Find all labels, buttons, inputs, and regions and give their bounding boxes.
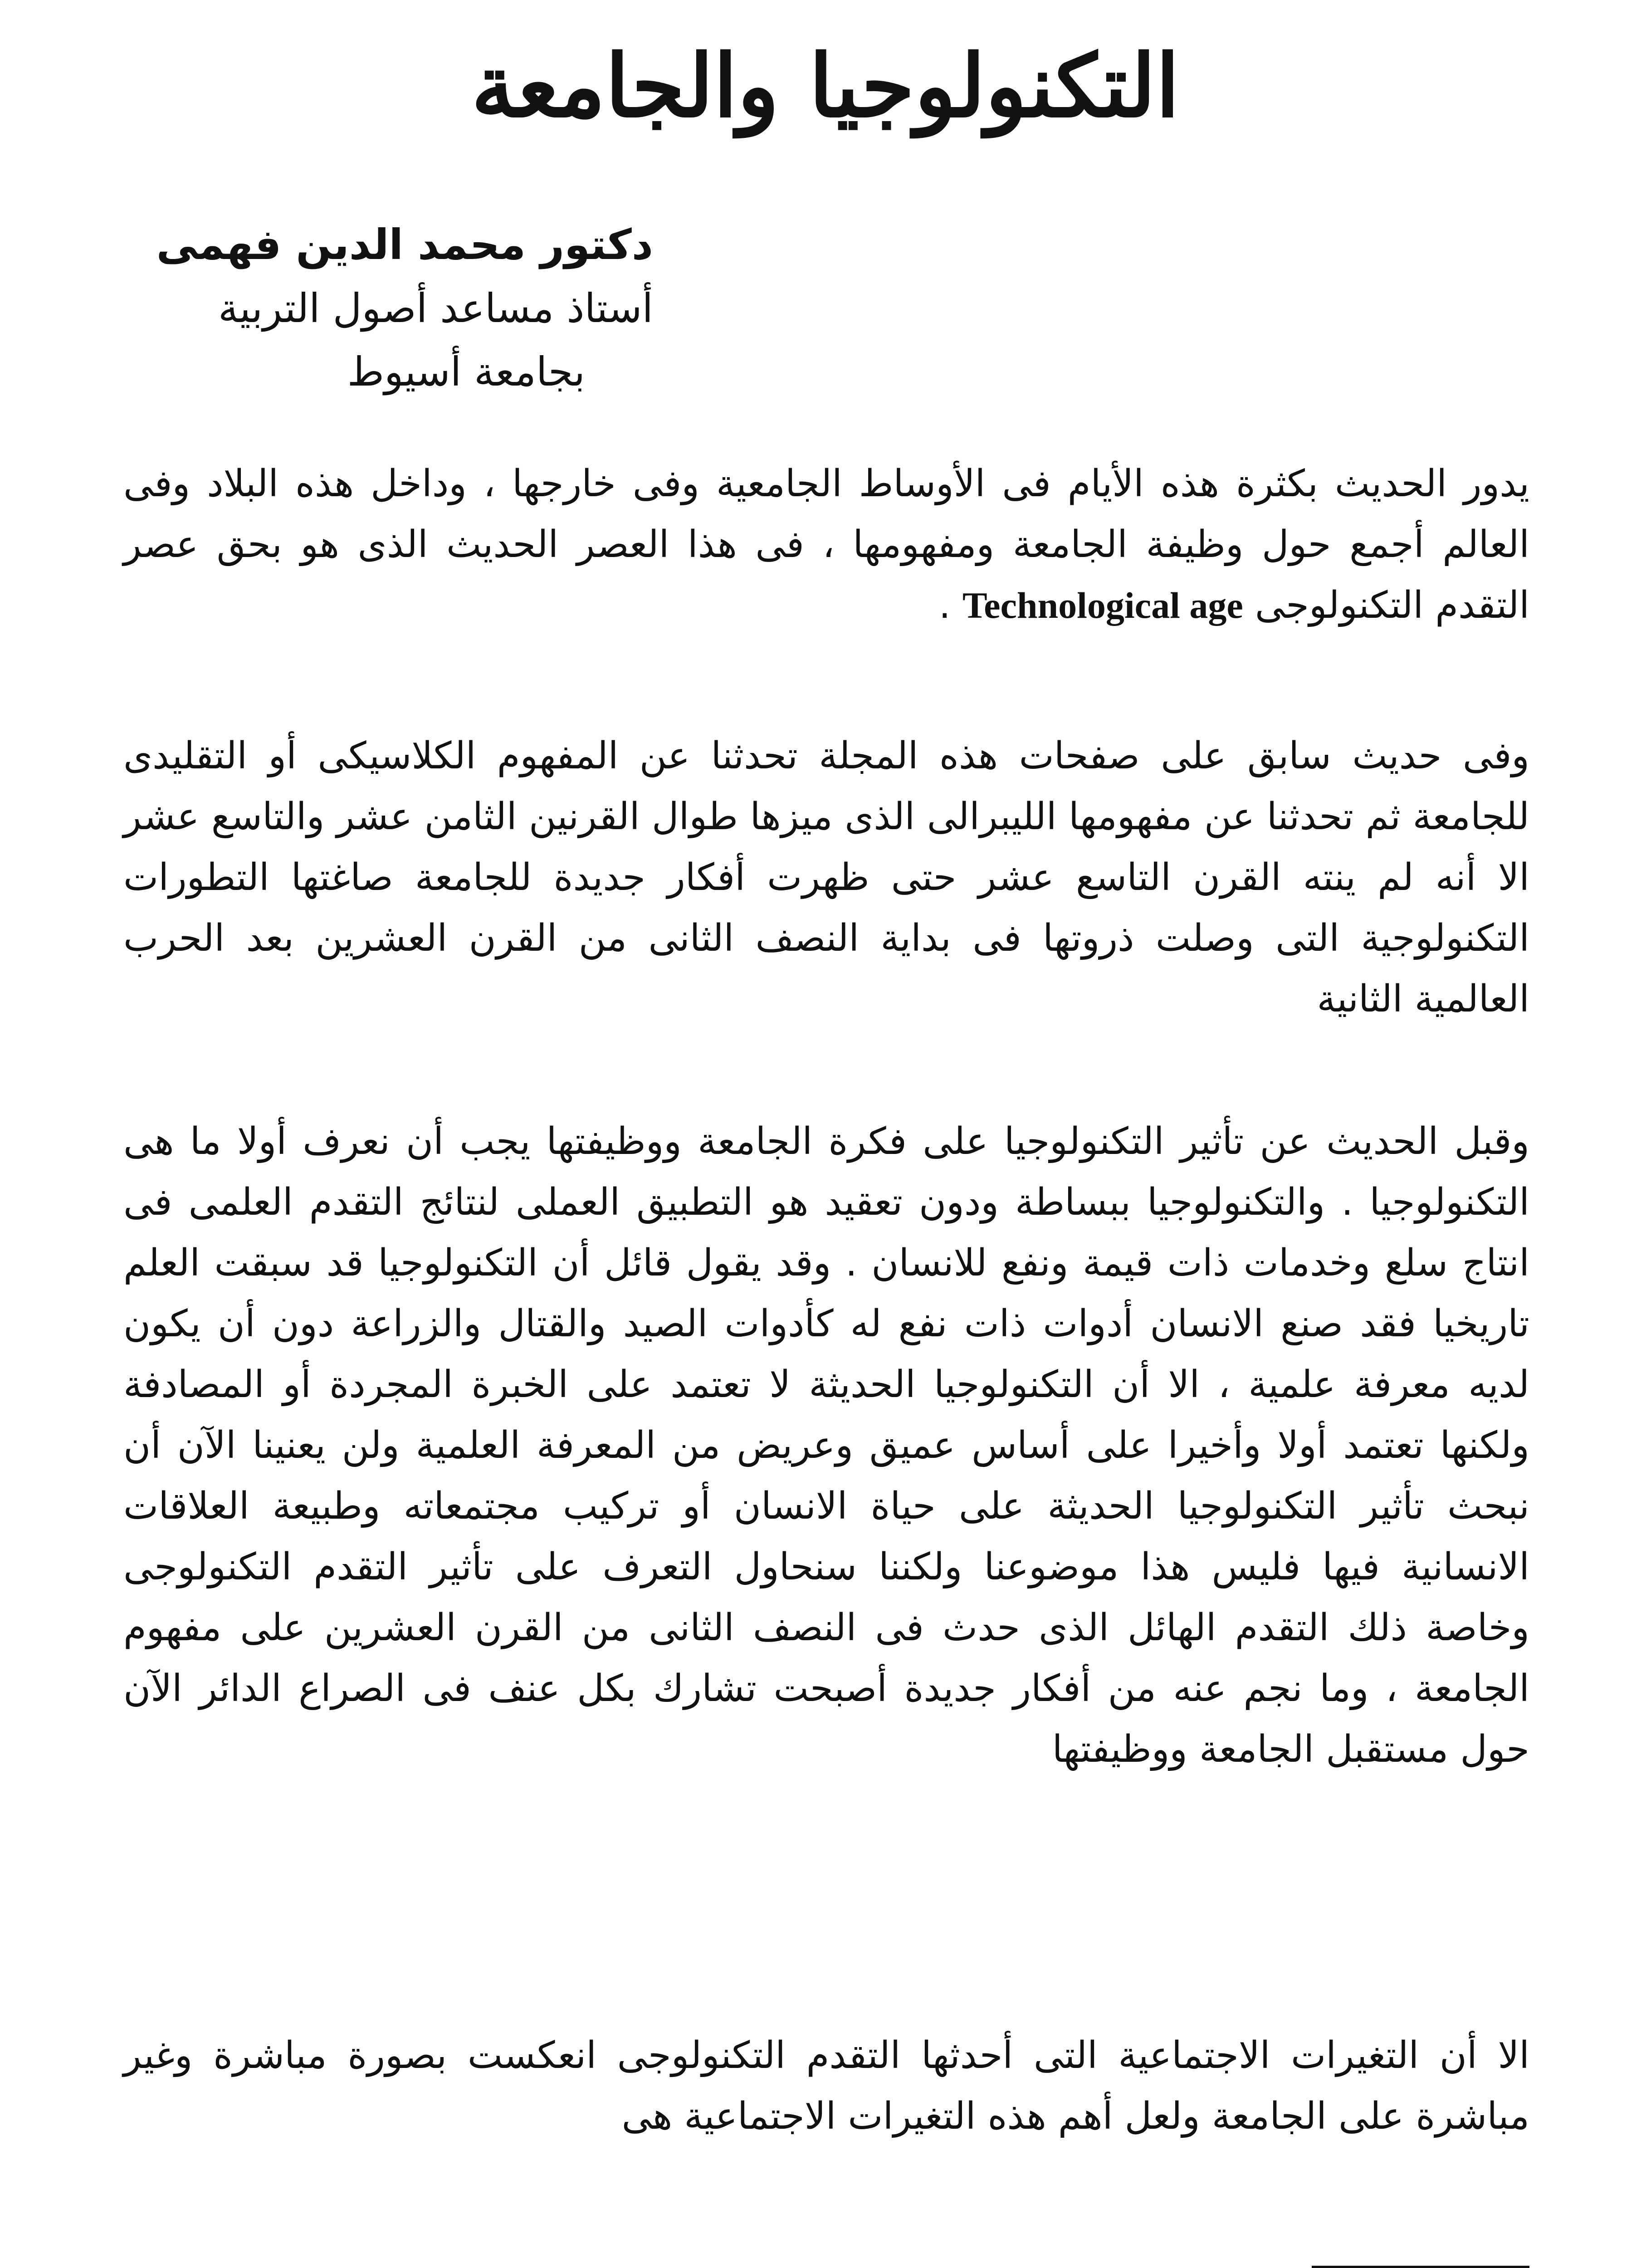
paragraph-2: وفى حديث سابق على صفحات هذه المجلة تحدثنا عن المفهوم الكلاسيكى أو التقليدى للجامعة ثم تحدثنا عن مفهومها الليبرالى الذى ميزها طوال القرنين الثامن عشر والتاسع عشر الا أنه لم ينته القرن التاسع عشر حتى ظهرت أفكار جديدة للجامعة صاغتها التطورات التكنولوجية التى وصلت ذروتها فى بداية النصف الثانى من القرن العشرين بعد الحرب العالمية الثانية (123, 734, 1529, 1021)
author-block (64, 213, 653, 404)
footnote-divider (1312, 2266, 1529, 2268)
paragraph-3: وقبل الحديث عن تأثير التكنولوجيا على فكرة الجامعة ووظيفتها يجب أن نعرف أولا ما هى التكنولوجيا . والتكنولوجيا ببساطة ودون تعقيد هو التطبيق العملى لنتائج التقدم العلمى فى انتاج سلع وخدمات ذات قيمة ونفع للانسان . وقد يقول قائل أن التكنولوجيا قد سبقت العلم تاريخيا فقد صنع الانسان أدوات ذات نفع له كأدوات الصيد والقتال والزراعة دون أن يكون لديه معرفة علمية ، الا أن التكنولوجيا الحديثة لا تعتمد على الخبرة المجردة أو المصادفة ولكنها تعتمد أولا وأخيرا على أساس عميق وعريض من المعرفة العلمية ولن يعنينا الآن أن نبحث تأثير التكنولوجيا الحديثة على حياة الانسان أو تركيب مجتمعاته وطبيعة العلاقات الانسانية فيها فليس هذا موضوعنا ولكننا سنحاول التعرف على تأثير التقدم التكنولوجى وخاصة ذلك التقدم الهائل الذى حدث فى النصف الثانى من القرن العشرين على مفهوم الجامعة ، وما نجم عنه من أفكار جديدة أصبحت تشارك بكل عنف فى الصراع الدائر الآن حول مستقبل الجامعة ووظيفتها (123, 1120, 1529, 1771)
paragraph-1-text: يدور الحديث بكثرة هذه الأيام فى الأوساط الجامعية وفى خارجها ، وداخل هذه البلاد وفى العالم أجمع حول وظيفة الجامعة ومفهومها ، فى هذا العصر الحديث الذى هو بحق عصر التقدم التكنولوجى (123, 462, 1529, 627)
author-position: أستاذ مساعد أصول التربية (218, 285, 653, 332)
paragraph-4: الا أن التغيرات الاجتماعية التى أحدثها التقدم التكنولوجى انعكست بصورة مباشرة وغير مباشرة على الجامعة ولعل أهم هذه التغيرات الاجتماعية هى (123, 2034, 1529, 2138)
author-name: دكتور محمد الدين فهمى (156, 220, 653, 269)
paragraph-1 (123, 454, 1529, 636)
author-university: بجامعة أسيوط (347, 348, 585, 395)
paragraph-1-latin-term: Technological age (962, 585, 1243, 626)
paragraph-1-end: . (938, 584, 951, 627)
article-title: التكنولوجيا والجامعة (471, 35, 1180, 137)
